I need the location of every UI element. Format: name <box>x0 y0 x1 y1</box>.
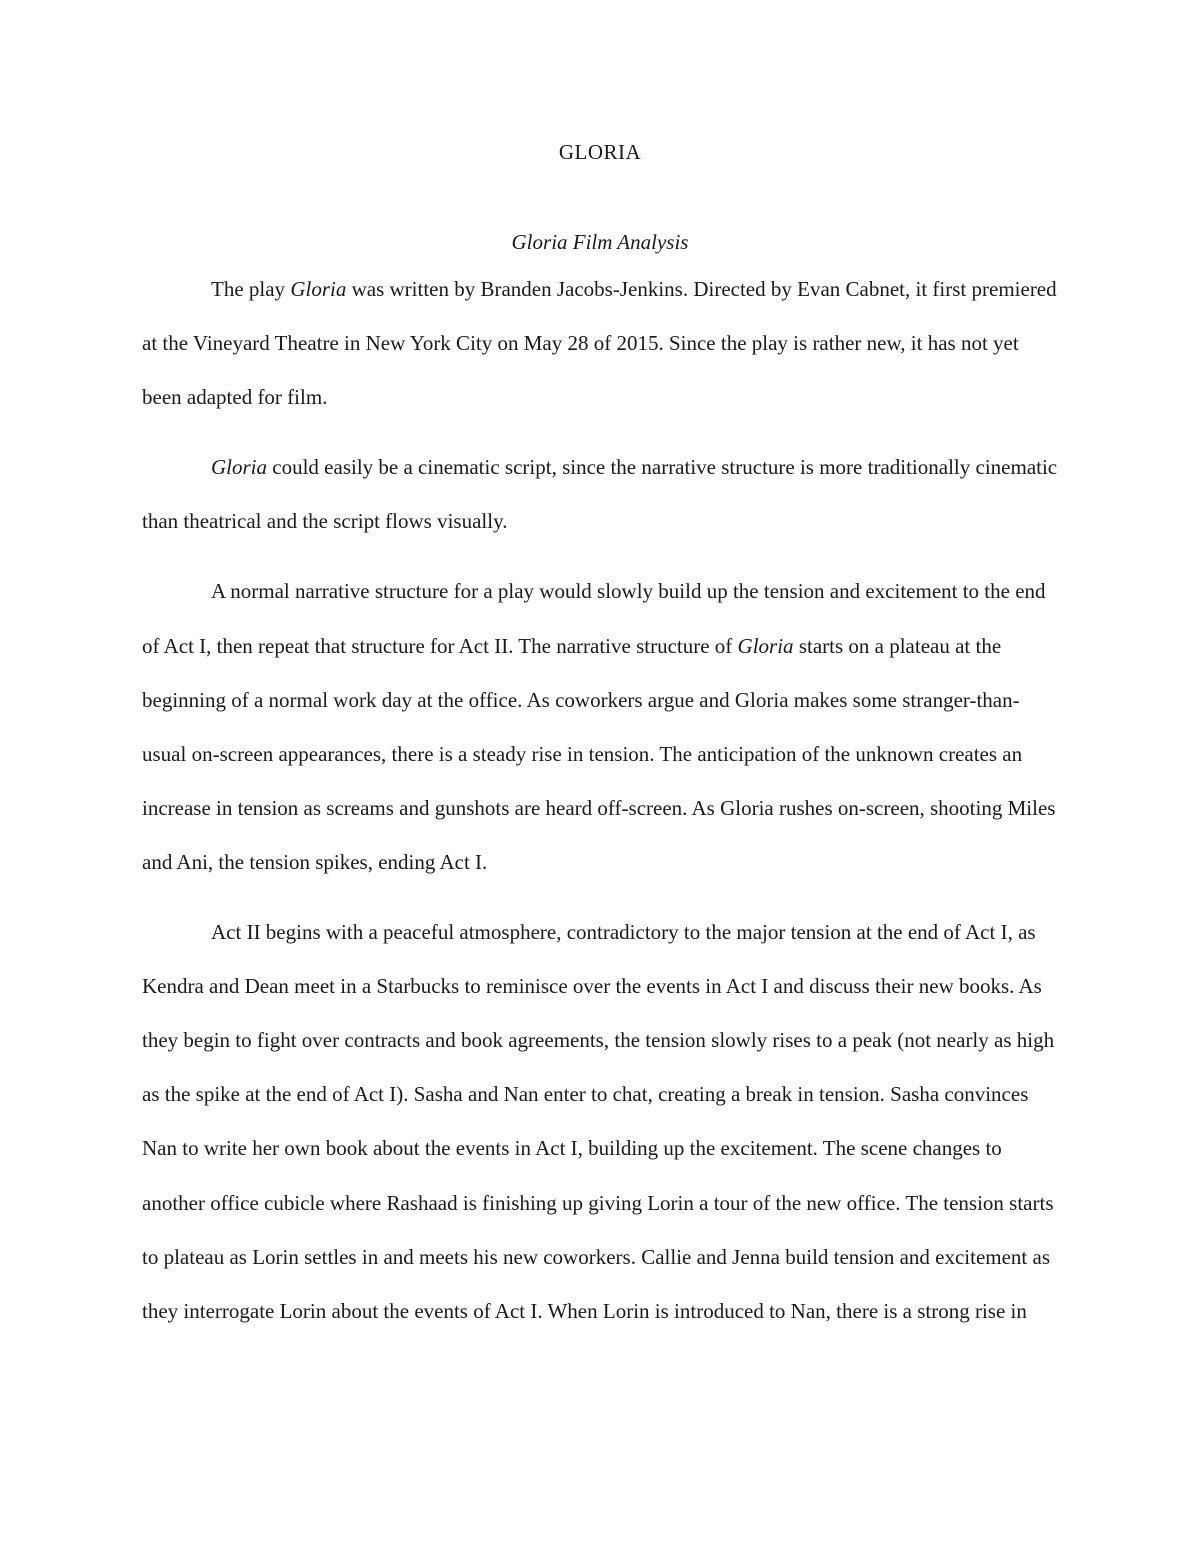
paragraph <box>142 262 1060 424</box>
paragraph-text: Act II begins with a peaceful atmosphere, contradictory to the major tension at the end of Act I, as Kendra and Dean meet in a Starbucks to reminisce over the events in Act I and discuss their new books. As they begin to fight over contracts and book agreements, the tension slowly rises to a peak (not nearly as high as the spike at the end of Act I). Sasha and Nan enter to chat, creating a break in tension. Sasha convinces Nan to write her own book about the events in Act I, building up the excitement. The scene changes to another office cubicle where Rashaad is finishing up giving Lorin a tour of the new office. The tension starts to plateau as Lorin settles in and meets his new coworkers. Callie and Jenna build tension and excitement as they interrogate Lorin about the events of Act I. When Lorin is introduced to Nan, there is a strong rise in <box>142 920 1055 1323</box>
paragraph-text: was written by Branden Jacobs-Jenkins. Directed by Evan Cabnet, it first premiered at the Vineyard Theatre in New York City on May 28 of 2015. Since the play is rather new, it has not yet been adapted for film. <box>142 277 1057 410</box>
italic-title-text: Gloria <box>737 633 794 658</box>
paragraph-text: A normal narrative structure for a play would slowly build up the tension and excitement to the end of Act I, then repeat that structure for Act II. The narrative structure of <box>142 579 1046 658</box>
paragraph-text: could easily be a cinematic script, since the narrative structure is more traditionally cinematic than theatrical and the script flows visually. <box>142 455 1058 534</box>
paragraph <box>142 564 1060 889</box>
document-title: Gloria Film Analysis <box>511 230 689 254</box>
italic-title-text: Gloria <box>290 277 347 301</box>
italic-title-text: Gloria <box>211 455 268 480</box>
paragraph-text: starts on a plateau at the beginning of a normal work day at the office. As coworkers argue and Gloria makes some stranger-than-usual on-screen appearances, there is a steady rise in tension. The anticipation of the unknown creates an increase in tension as screams and gunshots are heard off-screen. As Gloria rushes on-screen, shooting Miles and Ani, the tension spikes, ending Act I. <box>142 633 1056 874</box>
paragraph <box>142 440 1060 548</box>
paragraph <box>142 905 1060 1338</box>
paragraph-text: The play <box>211 277 291 301</box>
running-head: GLORIA <box>558 140 642 164</box>
document-body <box>142 262 1060 1338</box>
